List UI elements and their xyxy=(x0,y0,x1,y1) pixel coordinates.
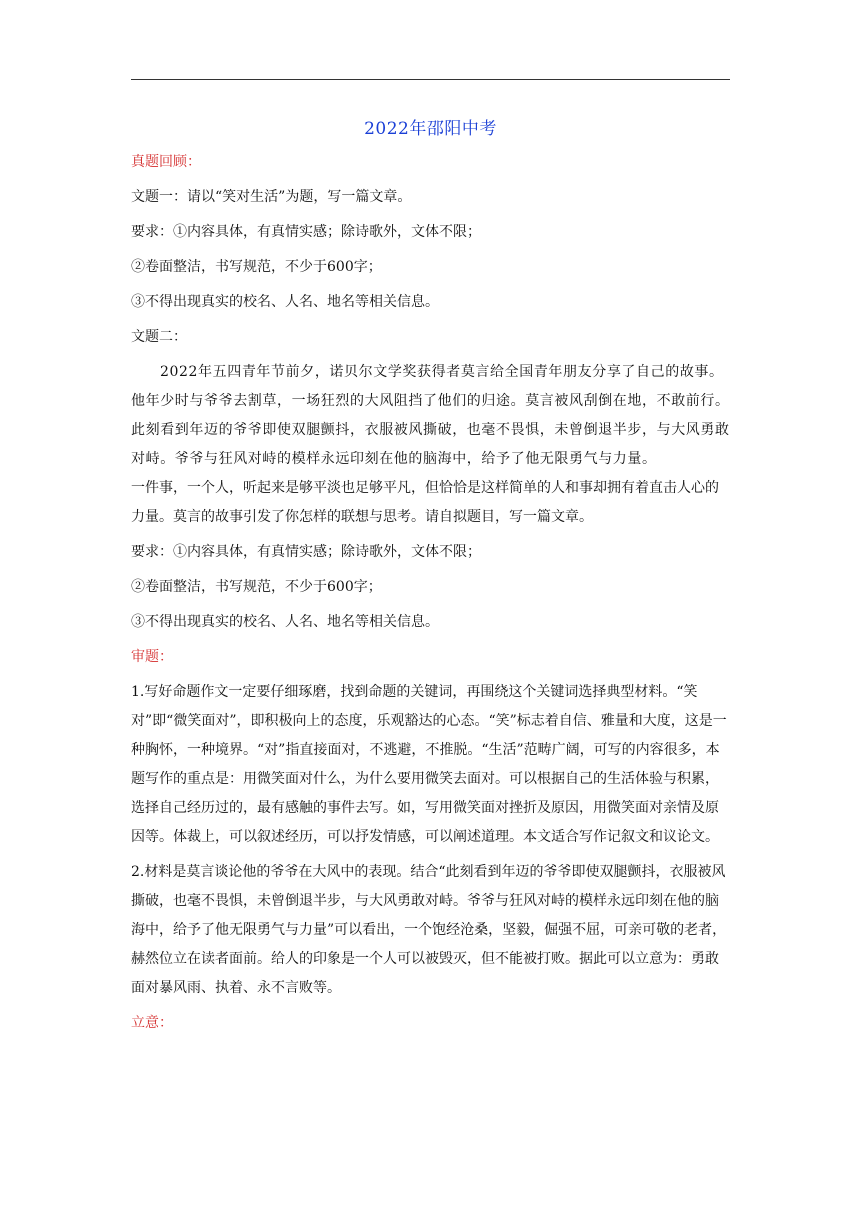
prompt-two-material: 2022年五四青年节前夕，诺贝尔文学奖获得者莫言给全国青年朋友分享了自己的故事。他年少时与爷爷去割草，一场狂烈的大风阻挡了他们的归途。莫言被风刮倒在地，不敢前行。此刻看到年迈的爷爷即使双腿颤抖，衣服被风撕破，也毫不畏惧，未曾倒退半步，与大风勇敢对峙。爷爷与狂风对峙的模样永远印刻在他的脑海中，给予了他无限勇气与力量。 xyxy=(131,364,730,467)
requirement-two-b: ②卷面整洁，书写规范，不少于600字； xyxy=(131,579,382,595)
section-heading-idea: 立意： xyxy=(131,1015,173,1031)
requirement-one-a: 要求：①内容具体，有真情实感；除诗歌外，文体不限； xyxy=(131,224,481,240)
header-rule xyxy=(131,79,730,80)
page-title: 2022年邵阳中考 xyxy=(364,119,497,139)
requirement-one-b: ②卷面整洁，书写规范，不少于600字； xyxy=(131,259,382,275)
analysis-paragraph-one: 1.写好命题作文一定要仔细琢磨，找到命题的关键词，再围绕这个关键词选择典型材料。“笑对”即“微笑面对”，即积极向上的态度，乐观豁达的心态。“笑”标志着自信、雅量和大度，这是一种胸怀，一种境界。“对”指直接面对，不逃避，不推脱。“生活”范畴广阔，可写的内容很多，本题写作的重点是：用微笑面对什么，为什么要用微笑去面对。可以根据自己的生活体验与积累，选择自己经历过的，最有感触的事件去写。如，写用微笑面对挫折及原因，用微笑面对亲情及原因等。体裁上，可以叙述经历，可以抒发情感，可以阐述道理。本文适合写作记叙文和议论文。 xyxy=(131,684,727,845)
section-heading-analysis: 审题： xyxy=(131,649,173,665)
prompt-two-text: 一件事，一个人，听起来是够平淡也足够平凡，但恰恰是这样简单的人和事却拥有着直击人心的力量。莫言的故事引发了你怎样的联想与思考。请自拟题目，写一篇文章。 xyxy=(131,480,719,525)
requirement-one-c: ③不得出现真实的校名、人名、地名等相关信息。 xyxy=(131,294,439,310)
analysis-paragraph-two: 2.材料是莫言谈论他的爷爷在大风中的表现。结合“此刻看到年迈的爷爷即使双腿颤抖，衣服被风撕破，也毫不畏惧，未曾倒退半步，与大风勇敢对峙。爷爷与狂风对峙的模样永远印刻在他的脑海中，给予了他无限勇气与力量”可以看出，一个饱经沧桑，坚毅，倔强不屈，可亲可敬的老者，赫然位立在读者面前。给人的印象是一个人可以被毁灭，但不能被打败。据此可以立意为：勇敢面对暴风雨、执着、永不言败等。 xyxy=(131,864,727,996)
document-body xyxy=(131,148,731,1038)
requirement-two-a: 要求：①内容具体，有真情实感；除诗歌外，文体不限； xyxy=(131,544,481,560)
section-heading-review: 真题回顾： xyxy=(131,154,201,170)
prompt-one: 文题一：请以“笑对生活”为题，写一篇文章。 xyxy=(131,189,412,205)
prompt-two-label: 文题二： xyxy=(131,329,187,345)
requirement-two-c: ③不得出现真实的校名、人名、地名等相关信息。 xyxy=(131,614,439,630)
